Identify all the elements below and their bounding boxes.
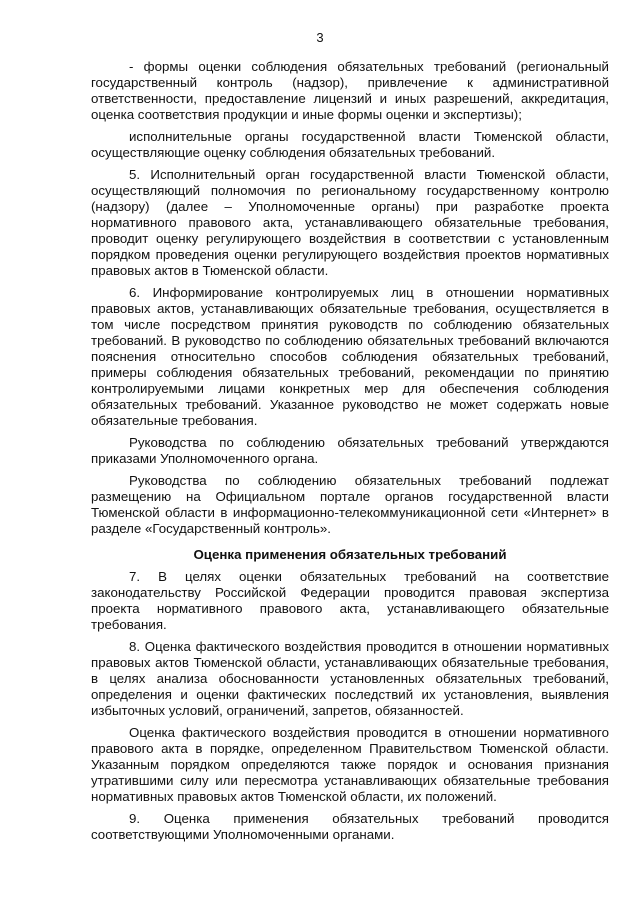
paragraph-item-6: 6. Информирование контролируемых лиц в отношении нормативных правовых актов, устанавливающих обязательные требования, осуществляется в том числе посредством принятия руководств по соблюдению обязательных требований. В руководство по соблюдению обязательных требований включаются пояснения относительно способов соблюдения обязательных требований, примеры соблюдения обязательных требований, рекомендации по принятию контролируемыми лицами конкретных мер для обеспечения соблюдения обязательных требований. Указанное руководство не может содержать новые обязательные требования. [91, 285, 609, 428]
paragraph-item-8: 8. Оценка фактического воздействия проводится в отношении нормативных правовых актов Тюменской области, устанавливающих обязательные требования, в целях анализа обоснованности установленных обязательных требований, определения и оценки фактических последствий их установления, выявления избыточных условий, ограничений, запретов, обязанностей. [91, 639, 609, 718]
paragraph-forms-of-assessment: - формы оценки соблюдения обязательных требований (региональный государственный контроль (надзор), привлечение к административной ответственности, предоставление лицензий и иных разрешений, аккредитация, оценка соответствия продукции и иные формы оценки и экспертизы); [91, 59, 609, 122]
paragraph-impact-procedure: Оценка фактического воздействия проводится в отношении нормативного правового акта в порядке, определенном Правительством Тюменской области. Указанным порядком определяются также порядок и основания признания утратившими силу или пересмотра устанавливающих обязательные требования нормативных правовых актов Тюменской области, их положений. [91, 725, 609, 804]
section-heading: Оценка применения обязательных требований [193, 547, 507, 562]
paragraph-executive-bodies: исполнительные органы государственной власти Тюменской области, осуществляющие оценку соблюдения обязательных требований. [91, 129, 609, 160]
paragraph-item-7: 7. В целях оценки обязательных требований на соответствие законодательству Российской Федерации проводится правовая экспертиза проекта нормативного правового акта, устанавливающего обязательные требования. [91, 569, 609, 632]
paragraph-item-5: 5. Исполнительный орган государственной власти Тюменской области, осуществляющий полномочия по региональному государственному контролю (надзору) (далее – Уполномоченные органы) при разработке проекта нормативного правового акта, устанавливающего обязательные требования, проводит оценку регулирующего воздействия в соответствии с установленным порядком проведения оценки регулирующего воздействия проектов нормативных правовых актов в Тюменской области. [91, 167, 609, 278]
document-body [91, 59, 609, 849]
paragraph-guidance-publication: Руководства по соблюдению обязательных требований подлежат размещению на Официальном портале органов государственной власти Тюменской области в информационно-телекоммуникационной сети «Интернет» в разделе «Государственный контроль». [91, 473, 609, 536]
page-number: 3 [316, 30, 324, 45]
paragraph-item-9: 9. Оценка применения обязательных требований проводится соответствующими Уполномоченными органами. [91, 811, 609, 842]
paragraph-guidance-approval: Руководства по соблюдению обязательных требований утверждаются приказами Уполномоченного органа. [91, 435, 609, 466]
